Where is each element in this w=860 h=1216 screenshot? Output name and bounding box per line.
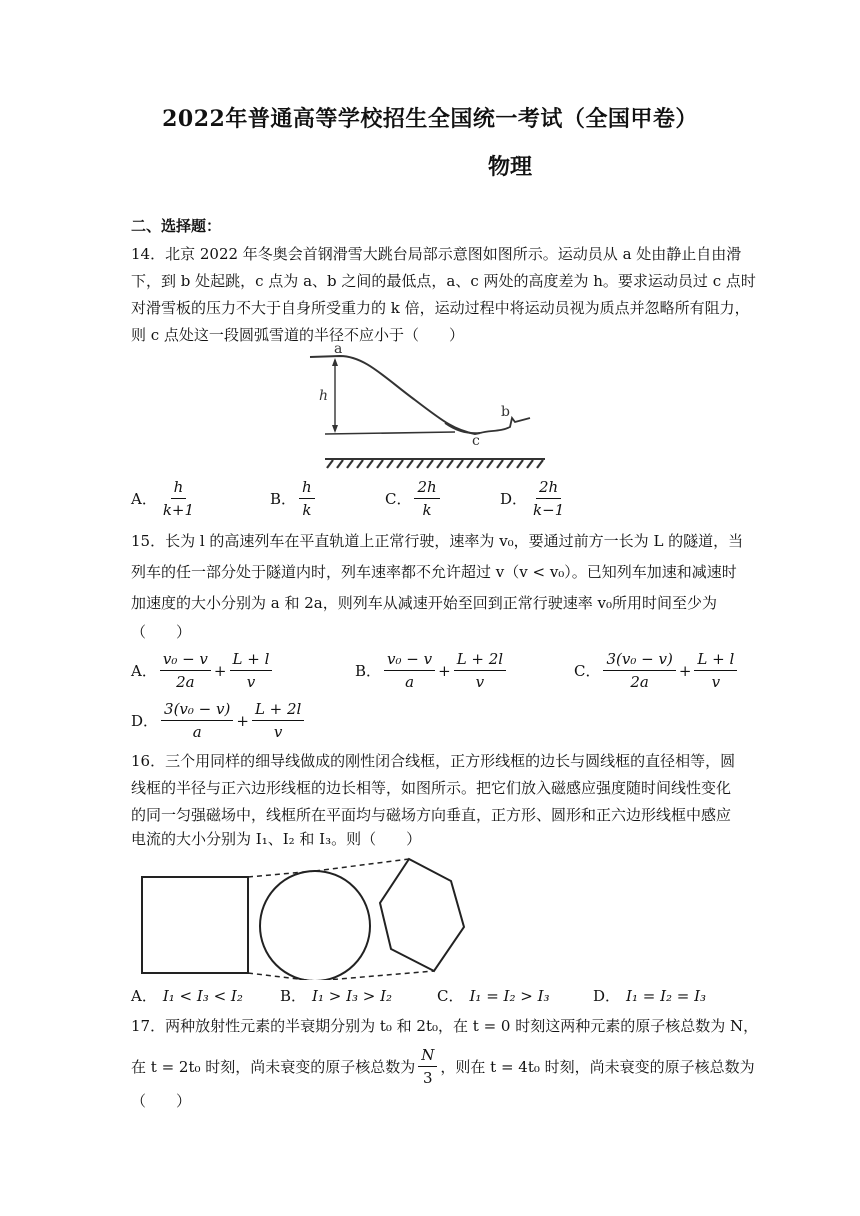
q17-line-2 (131, 1046, 755, 1087)
option-letter: B． (270, 490, 297, 508)
option-fraction-1: $\frac{\text{3(v₀ − v)}}{a}$ (161, 700, 233, 741)
exam-title: 2022年普通高等学校招生全国统一考试（全国甲卷） (162, 106, 698, 132)
option-text: I₁ > I₃ > I₂ (312, 986, 393, 1005)
option-fraction-2: $\frac{L + l}{v}$ (230, 650, 273, 691)
option-letter: C． (437, 987, 464, 1005)
option-fraction: $\frac{h}{k+1}$ (162, 478, 195, 519)
option-letter: A． (131, 662, 157, 680)
q15-line-3: 加速度的大小分别为 a 和 2a，则列车从减速开始至回到正常行驶速率 v₀所用时间至少为 (131, 594, 717, 612)
option-fraction-1: $\frac{\text{v₀ − v}}{2a}$ (160, 650, 211, 691)
option-letter: D． (131, 712, 159, 730)
q17-fraction: $\frac{N}{3}$ (418, 1046, 437, 1087)
wire-frames-figure (134, 855, 494, 980)
option-fraction-2: $\frac{L + 2l}{v}$ (252, 700, 304, 741)
q14-line-1: 14．北京 2022 年冬奥会首钢滑雪大跳台局部示意图如图所示。运动员从 a 处由静止自由滑 (131, 245, 742, 263)
option-text: I₁ = I₂ = I₃ (626, 986, 707, 1005)
q14-line-2: 下，到 b 处起跳，c 点为 a、b 之间的最低点，a、c 两处的高度差为 h。要求运动员过 c 点时 (131, 272, 756, 290)
exam-subject: 物理 (488, 154, 533, 180)
q17-line-2-part-2: ，则在 t = 4t₀ 时刻，尚未衰变的原子核总数为 (440, 1058, 755, 1076)
q16-line-1: 16．三个用同样的细导线做成的刚性闭合线框，正方形线框的边长与圆线框的直径相等，圆 (131, 752, 736, 770)
q15-line-1: 15．长为 l 的高速列车在平直轨道上正常行驶，速率为 v₀，要通过前方一长为 L 的隧道，当 (131, 532, 744, 550)
option-letter: A． (131, 987, 157, 1005)
q15-option-d[interactable]: D． $\frac{\text{3(v₀ − v)}}{a}$ + $\frac{L + 2l}{v}$ (131, 700, 307, 741)
q15-line-2: 列车的任一部分处于隧道内时，列车速率都不允许超过 v（v < v₀）。已知列车加速和减速时 (131, 563, 737, 581)
option-letter: D． (593, 987, 621, 1005)
q15-line-4: （ ） (131, 623, 192, 641)
figure-label-h: h (319, 388, 329, 404)
q17-line-1: 17．两种放射性元素的半衰期分别为 t₀ 和 2t₀，在 t = 0 时刻这两种元素的原子核总数为 N， (131, 1017, 759, 1035)
option-fraction: $\frac{2h}{k}$ (414, 478, 439, 519)
q14-option-a[interactable] (131, 478, 200, 519)
q15-option-c[interactable]: C． $\frac{\text{3(v₀ − v)}}{2a}$ + $\frac{L + l}{v}$ (574, 650, 740, 691)
option-fraction-2: $\frac{L + 2l}{v}$ (454, 650, 506, 691)
option-letter: D． (500, 490, 528, 508)
option-text: I₁ < I₃ < I₂ (162, 986, 243, 1005)
figure-label-c: c (472, 433, 480, 449)
section-heading: 二、选择题： (131, 217, 222, 235)
option-fraction: $\frac{2h}{k-1}$ (533, 478, 565, 519)
q14-option-b[interactable] (270, 478, 318, 519)
option-fraction-2: $\frac{L + l}{v}$ (694, 650, 737, 691)
q14-line-3: 对滑雪板的压力不大于自身所受重力的 k 倍，运动过程中将运动员视为质点并忽略所有阻力， (131, 299, 750, 317)
q16-line-2: 线框的半径与正六边形线框的边长相等，如图所示。把它们放入磁感应强度随时间线性变化 (131, 779, 732, 797)
q17-line-2-part-1: 在 t = 2t₀ 时刻，尚未衰变的原子核总数为 (131, 1058, 416, 1076)
figure-label-a: a (334, 341, 343, 357)
q16-line-4: 电流的大小分别为 I₁、I₂ 和 I₃。则（ ） (131, 830, 422, 848)
q16-option-c[interactable] (437, 985, 550, 1006)
option-fraction: $\frac{h}{k}$ (299, 478, 315, 519)
ski-jump-figure (305, 338, 555, 473)
option-fraction-1: $\frac{\text{3(v₀ − v)}}{2a}$ (603, 650, 675, 691)
option-letter: C． (385, 490, 412, 508)
q14-line-4: 则 c 点处这一段圆弧雪道的半径不应小于（ ） (131, 326, 464, 344)
option-letter: B． (355, 662, 382, 680)
figure-label-b: b (501, 404, 510, 420)
q17-line-3: （ ） (131, 1092, 192, 1110)
option-letter: A． (131, 490, 157, 508)
option-letter: B． (280, 987, 307, 1005)
option-fraction-1: $\frac{\text{v₀ − v}}{a}$ (384, 650, 435, 691)
q16-option-a[interactable] (131, 985, 243, 1006)
option-letter: C． (574, 662, 601, 680)
q15-option-a[interactable]: A． $\frac{\text{v₀ − v}}{2a}$ + $\frac{L + l}{v}$ (131, 650, 275, 691)
q16-option-b[interactable] (280, 985, 392, 1006)
option-text: I₁ = I₂ > I₃ (469, 986, 550, 1005)
q15-option-b[interactable]: B． $\frac{\text{v₀ − v}}{a}$ + $\frac{L + 2l}{v}$ (355, 650, 509, 691)
q14-option-d[interactable] (500, 478, 570, 519)
q16-option-d[interactable] (593, 985, 706, 1006)
q14-option-c[interactable] (385, 478, 443, 519)
q16-line-3: 的同一匀强磁场中，线框所在平面均与磁场方向垂直，正方形、圆形和正六边形线框中感应 (131, 806, 732, 824)
